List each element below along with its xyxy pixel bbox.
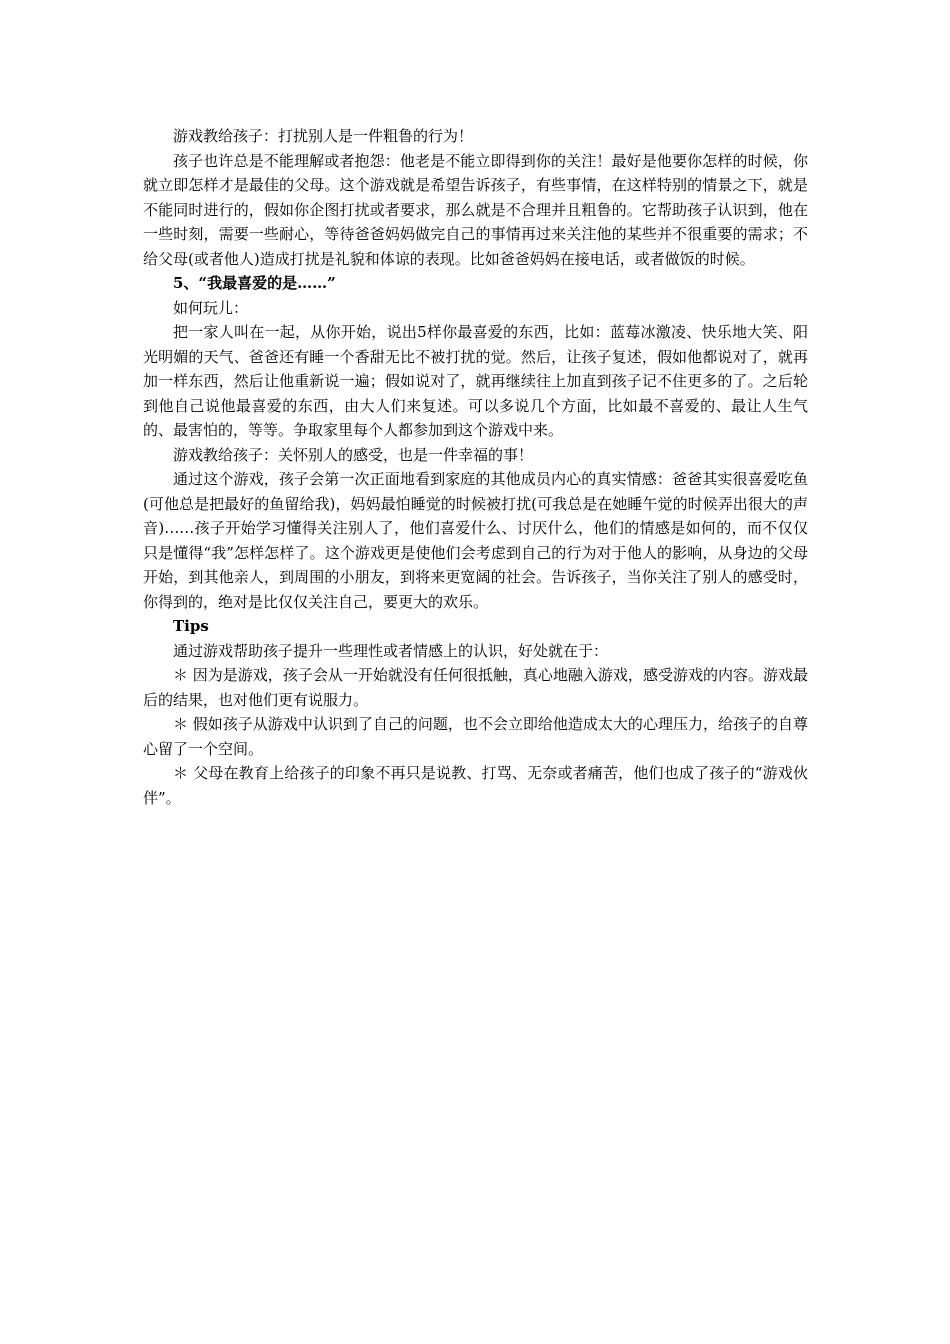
- tips-item-1: ＊ 因为是游戏，孩子会从一开始就没有任何很抵触，真心地融入游戏，感受游戏的内容。游戏最后的结果，也对他们更有说服力。: [143, 666, 808, 709]
- section-heading-favorite: 5、“我最喜爱的是……”: [173, 274, 336, 292]
- paragraph-interrupt-explanation: 孩子也许总是不能理解或者抱怨：他老是不能立即得到你的关注！最好是他要你怎样的时候，你就立即怎样才是最佳的父母。这个游戏就是希望告诉孩子，有些事情，在这样特别的情景之下，就是不能同时进行的，假如你企图打扰或者要求，那么就是不合理并且粗鲁的。它帮助孩子认识到，他在一些时刻，需要一些耐心，等待爸爸妈妈做完自己的事情再过来关注他的某些并不很重要的需求；不给父母(或者他人)造成打扰是礼貌和体谅的表现。比如爸爸妈妈在接电话，或者做饭的时候。: [143, 151, 808, 268]
- paragraph-care-explanation: 通过这个游戏，孩子会第一次正面地看到家庭的其他成员内心的真实情感：爸爸其实很喜爱吃鱼(可他总是把最好的鱼留给我)，妈妈最怕睡觉的时候被打扰(可我总是在她睡午觉的时候弄出很大的声音)……孩子开始学习懂得关注别人了，他们喜爱什么、讨厌什么，他们的情感是如何的，而不仅仅只是懂得“我”怎样怎样了。这个游戏更是使他们会考虑到自己的行为对于他人的影响，从身边的父母开始，到其他亲人，到周围的小朋友，到将来更宽阔的社会。告诉孩子，当你关注了别人的感受时，你得到的，绝对是比仅仅关注自己，要更大的欢乐。: [143, 470, 808, 611]
- document-page: [143, 124, 808, 810]
- paragraph-how-to-play: 如何玩儿：: [173, 298, 249, 317]
- paragraph-game-lesson-interrupt: 游戏教给孩子：打扰别人是一件粗鲁的行为！: [173, 127, 474, 145]
- tips-item-2: ＊ 假如孩子从游戏中认识到了自己的问题，也不会立即给他造成太大的心理压力，给孩子的自尊心留了一个空间。: [143, 715, 808, 758]
- paragraph-game-rules: 把一家人叫在一起，从你开始，说出5样你最喜爱的东西，比如：蓝莓冰激凌、快乐地大笑、阳光明媚的天气、爸爸还有睡一个香甜无比不被打扰的觉。然后，让孩子复述，假如他都说对了，就再加一样东西，然后让他重新说一遍；假如说对了，就再继续往上加直到孩子记不住更多的了。之后轮到他自己说他最喜爱的东西，由大人们来复述。可以多说几个方面，比如最不喜爱的、最让人生气的、最害怕的，等等。争取家里每个人都参加到这个游戏中来。: [143, 323, 808, 439]
- paragraph-tips-intro: 通过游戏帮助孩子提升一些理性或者情感上的认识，好处就在于：: [173, 641, 609, 660]
- tips-item-3: ＊ 父母在教育上给孩子的印象不再只是说教、打骂、无奈或者痛苦，他们也成了孩子的“游戏伙伴”。: [143, 764, 808, 807]
- paragraph-game-lesson-care: 游戏教给孩子：关怀别人的感受，也是一件幸福的事！: [173, 445, 534, 464]
- section-heading-tips: Tips: [173, 617, 209, 635]
